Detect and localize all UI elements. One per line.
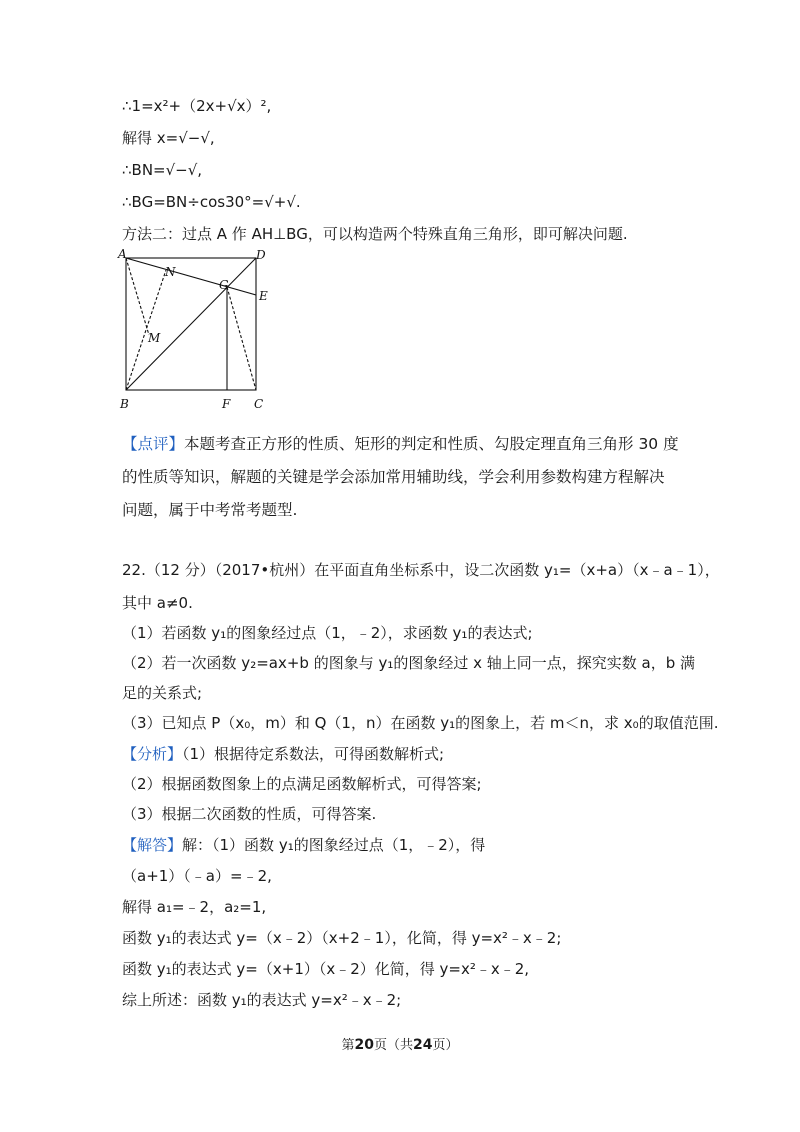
label-g: G — [219, 278, 229, 292]
answer-tag: 【解答】 — [122, 836, 183, 854]
analysis-line-2: （2）根据函数图象上的点满足函数解析式，可得答案; — [122, 775, 482, 793]
diagonal-bd — [126, 258, 256, 390]
label-a: A — [118, 247, 127, 261]
comment-line-1 — [122, 434, 679, 454]
question-22-part-2-cont: 足的关系式; — [122, 684, 203, 702]
comment-text-1: 本题考查正方形的性质、矩形的判定和性质、勾股定理直角三角形 30 度 — [184, 435, 679, 453]
analysis-line-3: （3）根据二次函数的性质，可得答案. — [122, 805, 377, 823]
footer-prefix: 第 — [341, 1038, 355, 1053]
comment-line-3: 问题，属于中考常考题型. — [122, 501, 298, 519]
label-c: C — [254, 397, 264, 411]
solution-line: 解得 x=√−√, — [122, 129, 215, 147]
label-m: M — [148, 331, 161, 345]
question-22-condition: 其中 a≠0. — [122, 594, 193, 612]
answer-line-6: 综上所述：函数 y₁的表达式 y=x²﹣x﹣2; — [122, 991, 402, 1009]
method-two-line: 方法二：过点 A 作 AH⊥BG，可以构造两个特殊直角三角形，即可解决问题. — [122, 225, 628, 243]
answer-line-3: 解得 a₁=﹣2，a₂=1, — [122, 898, 267, 916]
analysis-text-1: （1）根据待定系数法，可得函数解析式; — [182, 745, 445, 763]
answer-line-5: 函数 y₁的表达式 y=（x+1）（x﹣2）化简，得 y=x²﹣x﹣2, — [122, 960, 530, 978]
page-number: 20 — [354, 1037, 374, 1053]
bg-line: ∴BG=BN÷cos30°=√+√. — [122, 193, 301, 211]
page-total: 24 — [413, 1037, 433, 1053]
footer-suffix: 页） — [432, 1038, 459, 1053]
dashed-bn — [126, 270, 166, 390]
label-e: E — [259, 289, 268, 303]
label-d: D — [256, 248, 266, 262]
segment-ae — [126, 258, 256, 295]
answer-line-2: （a+1）（﹣a）=﹣2, — [122, 867, 272, 885]
equation-line: ∴1=x²+（2x+√x）², — [122, 97, 272, 115]
answer-text-1: 解：（1）函数 y₁的图象经过点（1，﹣2），得 — [182, 836, 486, 854]
question-22-part-3: （3）已知点 P（x₀，m）和 Q（1，n）在函数 y₁的图象上，若 m＜n，求 x₀的取值范围. — [122, 714, 719, 732]
question-22-part-1: （1）若函数 y₁的图象经过点（1，﹣2），求函数 y₁的表达式; — [122, 624, 533, 642]
analysis-tag: 【分析】 — [122, 745, 183, 763]
dashed-am — [126, 258, 149, 335]
geometry-figure — [116, 246, 286, 420]
bn-line: ∴BN=√−√, — [122, 161, 203, 179]
footer-middle: 页（共 — [373, 1038, 413, 1053]
label-b: B — [120, 397, 129, 411]
answer-line-1 — [122, 835, 485, 855]
analysis-line-1 — [122, 744, 444, 764]
answer-line-4: 函数 y₁的表达式 y=（x﹣2）（x+2﹣1），化简，得 y=x²﹣x﹣2; — [122, 929, 562, 947]
comment-tag: 【点评】 — [122, 435, 185, 453]
label-f: F — [222, 397, 231, 411]
label-n: N — [165, 265, 176, 279]
question-22-stem: 22.（12 分）（2017•杭州）在平面直角坐标系中，设二次函数 y₁=（x+a）（x﹣a﹣1）， — [122, 561, 720, 579]
question-22-part-2: （2）若一次函数 y₂=ax+b 的图象与 y₁的图象经过 x 轴上同一点，探究实数 a，b 满 — [122, 654, 696, 672]
dashed-gc — [227, 287, 256, 390]
comment-line-2: 的性质等知识，解题的关键是学会添加常用辅助线，学会利用参数构建方程解决 — [122, 468, 665, 486]
page-footer — [0, 1034, 800, 1053]
square-diagram — [116, 246, 286, 416]
